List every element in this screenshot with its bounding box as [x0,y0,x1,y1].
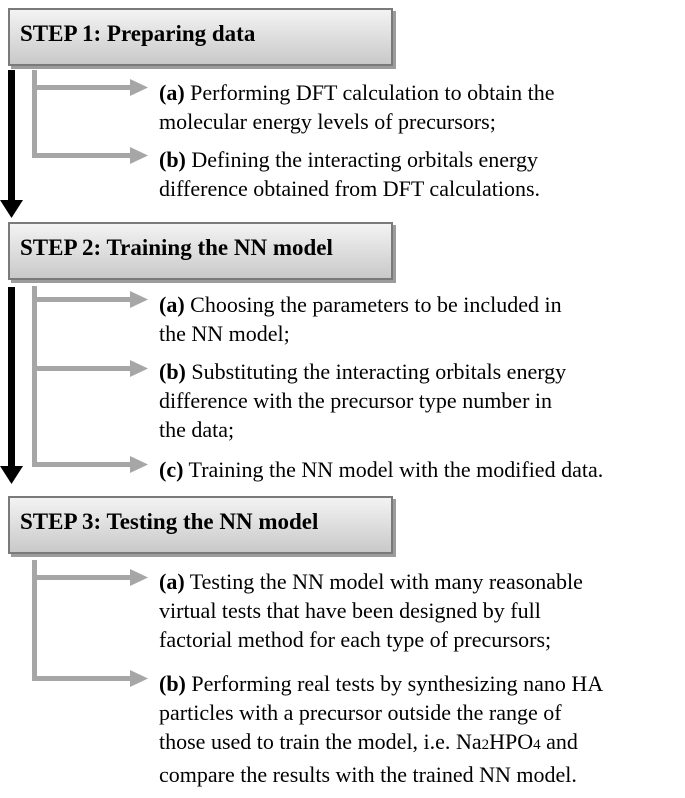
item-line: those used to train the model, i.e. [159,729,451,754]
item-line: difference obtained from DFT calculations. [159,176,541,201]
step-3-title: STEP 3: Testing the NN model [20,509,319,534]
step-3-item-b [159,669,603,789]
item-line: factorial method for each type of precursors; [159,627,552,652]
item-tag: (a) [159,569,185,594]
step-2-item-b [159,357,566,444]
item-tag: (b) [159,147,186,172]
step2-branches [32,286,148,473]
item-line: compare the results with the trained NN model. [159,762,577,787]
item-line: difference with the precursor type number in [159,388,553,413]
step1-branches [32,70,148,164]
item-line: molecular energy levels of precursors; [159,109,496,134]
item-tag: (c) [159,457,184,482]
item-line: Substituting the interacting orbitals energy [191,359,567,384]
item-line: the data; [159,417,235,442]
item-tag: (b) [159,359,186,384]
item-line: the NN model; [159,321,290,346]
item-line: particles with a precursor outside the range of [159,700,562,725]
item-line: Training the NN model with the modified data. [188,457,604,482]
step-2-title: STEP 2: Training the NN model [20,235,333,260]
step-1-item-a [159,78,555,136]
step-2-item-c [159,455,603,484]
item-line: Testing the NN model with many reasonable [189,569,583,594]
item-tag: (a) [159,292,185,317]
item-line: Choosing the parameters to be included in [190,292,562,317]
step-3-item-a [159,567,583,654]
item-line: Performing real tests by synthesizing nano HA [191,671,604,696]
step-1-box [8,8,393,66]
step-1-title: STEP 1: Preparing data [20,21,256,46]
item-line: and [546,729,578,754]
item-line: Defining the interacting orbitals energy [191,147,538,172]
item-tag: (a) [159,80,185,105]
step-2-box [8,222,393,280]
item-line: Performing DFT calculation to obtain the [190,80,555,105]
step-1-item-b [159,145,540,203]
step-3-box [8,496,393,554]
step-2-item-a [159,290,562,348]
step3-branches [32,560,148,687]
chemical-formula: Na2HPO4 [455,729,541,754]
main-arrow-2 [0,287,23,484]
main-arrow-1 [0,70,23,218]
item-tag: (b) [159,671,186,696]
item-line: virtual tests that have been designed by full [159,598,541,623]
